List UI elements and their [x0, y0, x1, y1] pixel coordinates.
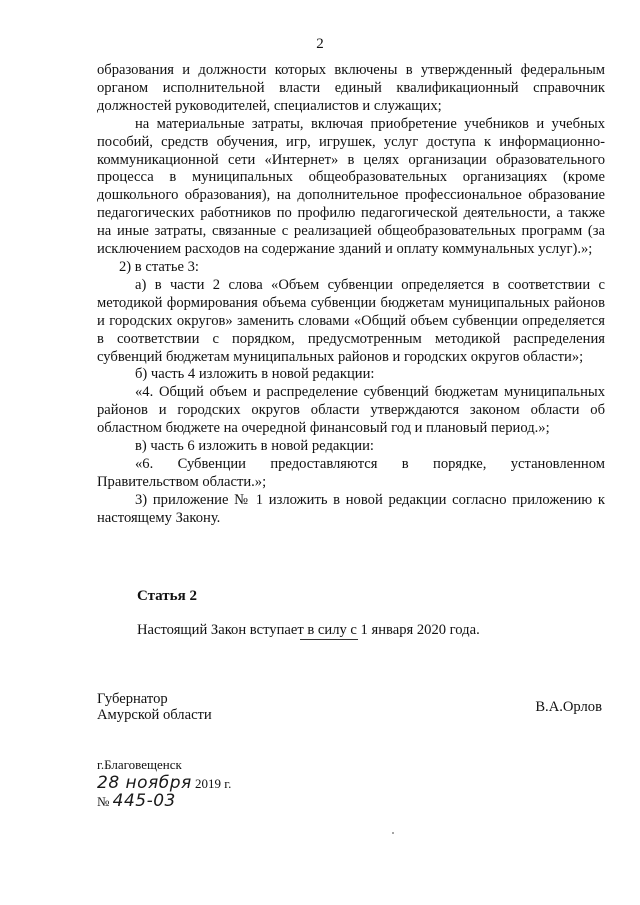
handwritten-date: 28 ноября — [97, 773, 192, 793]
article-2-title: Статья 2 — [137, 588, 197, 604]
paragraph-material-costs: на материальные затраты, включая приобретение учебников и учебных пособий, средств обучения, игр, игрушек, услуг доступа к информационно-коммуникационной сети «Интернет» в целях организации образовательного процесса в муниципальных общеобразовательных организациях (кроме дошкольного образования), на дополнительное профессиональное образование педагогических работников по профилю педагогической деятельности, а также на иные затраты, связанные с реализацией общеобразовательных программ (за исключением расходов на содержание зданий и оплату коммунальных услуг).»; — [97, 115, 605, 258]
signing-date — [97, 773, 231, 793]
handwritten-number: 445-03 — [112, 791, 176, 811]
paragraph-item-3: 3) приложение № 1 изложить в новой редакции согласно приложению к настоящему Закону. — [97, 491, 605, 526]
position-line-governor: Губернатор — [97, 691, 168, 707]
page-number: 2 — [316, 36, 324, 52]
paragraph-item-2v: в) часть 6 изложить в новой редакции: — [135, 438, 374, 455]
scan-speck — [392, 832, 394, 834]
position-line-region: Амурской области — [97, 707, 212, 723]
signatory-name: В.А.Орлов — [535, 699, 602, 715]
paragraph-part-4-text: «4. Общий объем и распределение субвенций бюджетам муниципальных районов и городских округов области утверждаются законом области об областном бюджете на очередной финансовый год и плановый период.»; — [97, 384, 605, 437]
document-body — [97, 62, 605, 528]
number-sign: № — [97, 794, 110, 809]
paragraph-continuation: образования и должности которых включены в утвержденный федеральным органом исполнительной власти единый квалификационный справочник должностей руководителей, специалистов и служащих; — [97, 62, 605, 114]
city-name: г.Благовещенск — [97, 757, 182, 772]
article-2-text: Настоящий Закон вступает в силу с 1 января 2020 года. — [137, 622, 480, 638]
paragraph-part-6-text: «6. Субвенции предоставляются в порядке, установленном Правительством области.»; — [97, 455, 605, 490]
paragraph-item-2b: б) часть 4 изложить в новой редакции: — [135, 366, 375, 383]
law-number — [97, 791, 176, 811]
paragraph-item-2a: а) в части 2 слова «Объем субвенции определяется в соответствии с методикой формирования объема субвенции бюджетам муниципальных районов и городских округов» заменить словами «Общий объем субвенции определяется в соответствии с порядком, предусмотренным методикой распределения субвенций бюджетам муниципальных районов и городских округов области»; — [97, 276, 605, 365]
pen-underline-mark — [300, 639, 358, 640]
signatory-position — [97, 691, 212, 723]
paragraph-item-2: 2) в статье 3: — [119, 258, 199, 275]
date-year: 2019 г. — [195, 776, 232, 791]
